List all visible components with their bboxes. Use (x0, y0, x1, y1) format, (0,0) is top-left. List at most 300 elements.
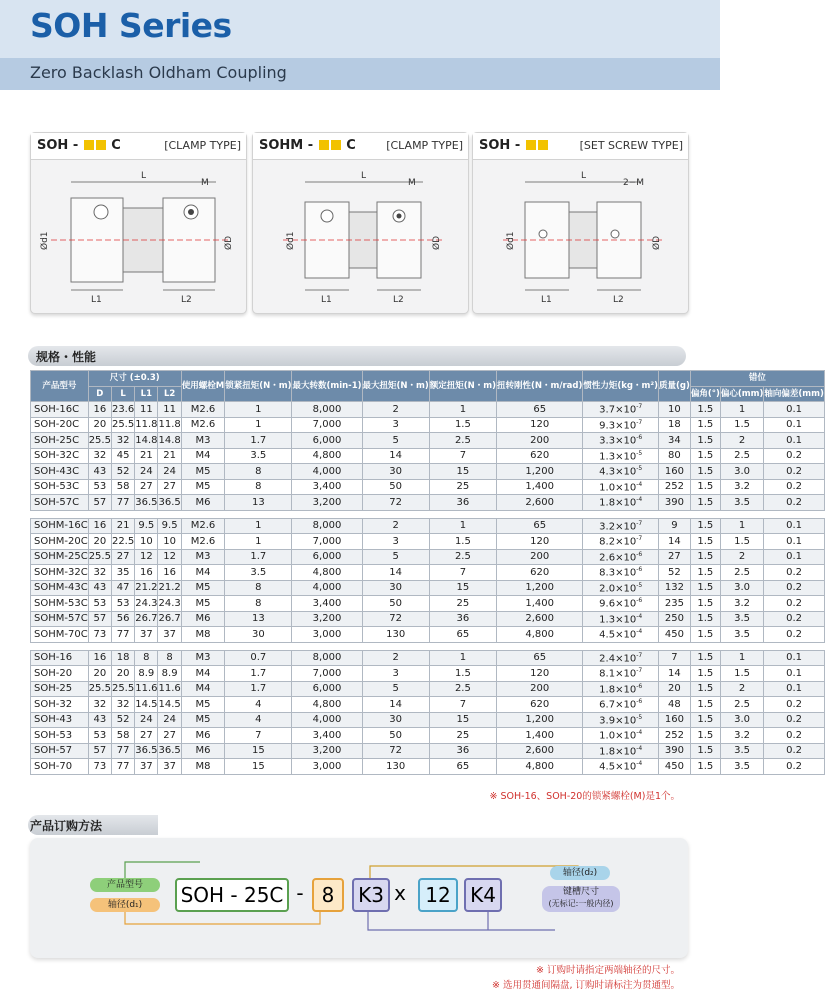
table-cell: 0.2 (764, 743, 824, 759)
table-cell: 1.5 (720, 417, 763, 433)
col-D: D (88, 386, 111, 402)
table-cell: M5 (181, 596, 224, 612)
table-cell: 130 (362, 759, 429, 775)
table-cell: 1.5 (690, 464, 720, 480)
col-model: 产品型号 (31, 371, 89, 402)
table-cell: 0.1 (764, 402, 824, 418)
table-cell: M4 (181, 681, 224, 697)
table-cell: 1.5 (690, 743, 720, 759)
table-cell: 14 (658, 666, 690, 682)
table-cell: 13 (225, 611, 292, 627)
col-size: 尺寸 (±0.3) (88, 371, 181, 387)
table-cell: $1.0\times 10^{-4}$ (583, 728, 659, 744)
table-cell: 1 (429, 650, 496, 666)
tag-key-note: (无标记:一般内径) (548, 899, 614, 908)
table-cell: 1.5 (690, 681, 720, 697)
table-cell: 1.5 (690, 611, 720, 627)
table-cell: 2 (720, 681, 763, 697)
table-cell: 57 (88, 495, 111, 511)
cell-model: SOHM-20C (31, 534, 89, 550)
order-note-2: ※ 选用贯通间隔盘, 订购时请标注为贯通型。 (491, 980, 680, 991)
table-cell: 10 (135, 534, 158, 550)
table-cell: 6,000 (292, 549, 362, 565)
type-card-soh-clamp (30, 132, 247, 314)
dim-d1: Ød1 (286, 231, 296, 250)
table-cell: 56 (111, 611, 134, 627)
table-cell: 7 (225, 728, 292, 744)
table-cell: 2.5 (720, 565, 763, 581)
table-cell: 2,600 (497, 743, 583, 759)
table-row (31, 650, 825, 666)
col-L1: L1 (135, 386, 158, 402)
table-cell: M2.6 (181, 518, 224, 534)
table-cell: 24.3 (158, 596, 181, 612)
table-cell: 6,000 (292, 681, 362, 697)
table-cell: 73 (88, 627, 111, 643)
table-cell: 2,600 (497, 495, 583, 511)
table-row (31, 433, 825, 449)
table-cell: 53 (88, 728, 111, 744)
table-cell: 30 (362, 712, 429, 728)
table-cell: 0.7 (225, 650, 292, 666)
table-cell: 37 (158, 627, 181, 643)
table-cell: 0.1 (764, 650, 824, 666)
table-cell: 77 (111, 759, 134, 775)
table-cell: 3.2 (720, 728, 763, 744)
cell-model: SOH-53 (31, 728, 89, 744)
col-L: L (111, 386, 134, 402)
table-cell: 27 (658, 549, 690, 565)
cell-model: SOH-32 (31, 697, 89, 713)
table-cell: 0.1 (764, 666, 824, 682)
times-sign: x (394, 881, 406, 905)
table-cell: 250 (658, 611, 690, 627)
dim-L2: L2 (393, 295, 404, 305)
model-prefix: SOHM - (259, 138, 314, 153)
col-axial: 轴向偏差(mm) (764, 386, 824, 402)
cell-model: SOH-25C (31, 433, 89, 449)
table-row (31, 627, 825, 643)
cell-model: SOHM-43C (31, 580, 89, 596)
table-cell: 25 (429, 728, 496, 744)
table-cell: 1.5 (690, 580, 720, 596)
table-cell: 15 (225, 759, 292, 775)
table-cell: 21.2 (158, 580, 181, 596)
table-cell: 1.5 (690, 518, 720, 534)
table-cell: 8 (158, 650, 181, 666)
cell-model: SOHM-16C (31, 518, 89, 534)
col-max-torque: 最大扭矩(N・m) (362, 371, 429, 402)
table-cell: M8 (181, 627, 224, 643)
table-cell: 11.8 (158, 417, 181, 433)
table-cell: $3.7\times 10^{-7}$ (583, 402, 659, 418)
cell-model: SOH-43 (31, 712, 89, 728)
table-cell: 0.2 (764, 464, 824, 480)
table-cell: $3.9\times 10^{-5}$ (583, 712, 659, 728)
table-cell: 3.5 (720, 759, 763, 775)
model-code-box: SOH - 25C (175, 878, 289, 912)
cell-model: SOH-32C (31, 448, 89, 464)
table-cell: 43 (88, 464, 111, 480)
table-cell: 4,800 (292, 565, 362, 581)
col-misalign: 错位 (690, 371, 824, 387)
table-cell: $2.4\times 10^{-7}$ (583, 650, 659, 666)
table-cell: 77 (111, 495, 134, 511)
table-cell: 3,400 (292, 596, 362, 612)
table-cell: 16 (88, 402, 111, 418)
table-cell: 2.5 (720, 697, 763, 713)
table-cell: 8 (225, 464, 292, 480)
table-cell: 1 (225, 417, 292, 433)
table-cell: $1.3\times 10^{-5}$ (583, 448, 659, 464)
table-cell: $1.8\times 10^{-4}$ (583, 743, 659, 759)
card-header (253, 133, 468, 160)
table-cell: 20 (88, 534, 111, 550)
table-row (31, 697, 825, 713)
model-prefix: SOH - (37, 138, 79, 153)
table-cell: 14 (362, 448, 429, 464)
table-cell: 1 (720, 402, 763, 418)
table-cell: 80 (658, 448, 690, 464)
table-cell: 15 (429, 580, 496, 596)
table-cell: 3.5 (225, 448, 292, 464)
table-cell: 3 (362, 417, 429, 433)
table-cell: 120 (497, 666, 583, 682)
dim-M: M (408, 178, 416, 188)
table-cell: 3.5 (720, 627, 763, 643)
table-cell: 252 (658, 728, 690, 744)
table-cell: 77 (111, 627, 134, 643)
table-cell: 5 (362, 549, 429, 565)
table-cell: 4,800 (292, 697, 362, 713)
spec-table (30, 370, 825, 775)
table-cell: 0.1 (764, 417, 824, 433)
table-cell: M2.6 (181, 402, 224, 418)
table-cell: M2.6 (181, 417, 224, 433)
table-cell: 1,400 (497, 479, 583, 495)
table-cell: 58 (111, 479, 134, 495)
table-cell: 0.2 (764, 759, 824, 775)
table-cell: 1 (429, 518, 496, 534)
table-cell: M5 (181, 479, 224, 495)
table-cell: 3.5 (720, 743, 763, 759)
table-cell: 200 (497, 549, 583, 565)
table-cell: 36 (429, 611, 496, 627)
table-cell: 36.5 (158, 495, 181, 511)
model-suffix: C (111, 138, 121, 153)
dim-L: L (361, 171, 367, 181)
dim-D: ØD (652, 235, 662, 250)
table-cell: 65 (429, 759, 496, 775)
table-cell: 8 (225, 479, 292, 495)
type-card-soh-setscrew (472, 132, 689, 314)
table-cell: M3 (181, 650, 224, 666)
table-cell: 14 (658, 534, 690, 550)
table-cell: 24 (158, 712, 181, 728)
table-cell: 24 (135, 712, 158, 728)
table-cell: 16 (135, 565, 158, 581)
table-cell: 2.5 (429, 681, 496, 697)
cell-model: SOH-43C (31, 464, 89, 480)
table-cell: 5 (362, 681, 429, 697)
table-cell: 1,400 (497, 596, 583, 612)
table-row (31, 417, 825, 433)
table-cell: 8 (135, 650, 158, 666)
table-cell: $2.6\times 10^{-6}$ (583, 549, 659, 565)
table-cell: $1.0\times 10^{-4}$ (583, 479, 659, 495)
table-cell: 48 (658, 697, 690, 713)
table-cell: 53 (111, 596, 134, 612)
table-cell: 11.8 (135, 417, 158, 433)
table-cell: $6.7\times 10^{-6}$ (583, 697, 659, 713)
table-cell: 1.5 (690, 417, 720, 433)
table-row (31, 759, 825, 775)
table-cell: 252 (658, 479, 690, 495)
table-cell: 7 (429, 448, 496, 464)
cell-model: SOH-16C (31, 402, 89, 418)
table-cell: 1,400 (497, 728, 583, 744)
table-cell: 6,000 (292, 433, 362, 449)
table-cell: 72 (362, 611, 429, 627)
table-cell: 3,400 (292, 479, 362, 495)
table-cell: 1.5 (720, 534, 763, 550)
table-cell: 25 (429, 596, 496, 612)
setscrew-type-drawing (473, 160, 688, 310)
table-cell: 2,600 (497, 611, 583, 627)
table-cell: 120 (497, 417, 583, 433)
table-cell: 10 (158, 534, 181, 550)
table-cell: 1.5 (690, 650, 720, 666)
table-cell: 20 (111, 666, 134, 682)
col-L2: L2 (158, 386, 181, 402)
order-section-title: 产品订购方法 (30, 819, 103, 833)
table-cell: 20 (88, 666, 111, 682)
table-cell: 8.9 (135, 666, 158, 682)
table-cell: 47 (111, 580, 134, 596)
table-cell: 72 (362, 495, 429, 511)
cell-model: SOH-20 (31, 666, 89, 682)
table-cell: $4.3\times 10^{-5}$ (583, 464, 659, 480)
table-cell: 1,200 (497, 580, 583, 596)
spec-section-bar (28, 346, 686, 366)
table-cell: 27 (158, 728, 181, 744)
table-cell: 0.1 (764, 681, 824, 697)
table-cell: M5 (181, 580, 224, 596)
placeholder-box (526, 140, 536, 150)
table-cell: 25.5 (111, 417, 134, 433)
table-cell: 2 (362, 402, 429, 418)
table-cell: 10 (658, 402, 690, 418)
order-note-1: ※ 订购时请指定两端轴径的尺寸。 (536, 965, 680, 976)
table-cell: M2.6 (181, 534, 224, 550)
table-cell: 450 (658, 759, 690, 775)
table-cell: 0.2 (764, 565, 824, 581)
table-cell: M3 (181, 433, 224, 449)
table-cell: 1 (720, 650, 763, 666)
table-cell: $3.2\times 10^{-7}$ (583, 518, 659, 534)
table-cell: 0.1 (764, 433, 824, 449)
col-mass: 质量(g) (658, 371, 690, 402)
table-cell: 2 (362, 650, 429, 666)
table-row (31, 596, 825, 612)
table-cell: 1.5 (690, 627, 720, 643)
table-cell: M4 (181, 565, 224, 581)
table-cell: 65 (429, 627, 496, 643)
table-cell: M5 (181, 697, 224, 713)
table-cell: 65 (497, 402, 583, 418)
col-bolt: 使用螺栓M (181, 371, 224, 402)
model-prefix: SOH - (479, 138, 521, 153)
table-cell: 1.5 (690, 402, 720, 418)
table-cell: 7 (429, 697, 496, 713)
col-speed: 最大转数(min-1) (292, 371, 362, 402)
table-cell: 3.0 (720, 464, 763, 480)
table-cell: M5 (181, 712, 224, 728)
table-row (31, 611, 825, 627)
dim-D: ØD (224, 235, 234, 250)
table-row (31, 448, 825, 464)
col-rigidity: 扭转刚性(N・m/rad) (497, 371, 583, 402)
table-cell: 160 (658, 464, 690, 480)
table-cell: 1.7 (225, 433, 292, 449)
table-cell: 27 (111, 549, 134, 565)
clamp-type-drawing (31, 160, 246, 310)
table-cell: 1.7 (225, 666, 292, 682)
table-cell: 26.7 (158, 611, 181, 627)
table-cell: 9.5 (158, 518, 181, 534)
table-cell: 15 (225, 743, 292, 759)
table-cell: 1 (225, 402, 292, 418)
table-cell: 0.2 (764, 611, 824, 627)
table-cell: 11.6 (158, 681, 181, 697)
coupling-type: [CLAMP TYPE] (386, 139, 463, 152)
table-cell: 0.1 (764, 549, 824, 565)
table-cell: 3.5 (225, 565, 292, 581)
table-cell: 1.5 (690, 759, 720, 775)
placeholder-box (538, 140, 548, 150)
col-tighten: 锁紧扭矩(N・m) (225, 371, 292, 402)
table-cell: 15 (429, 712, 496, 728)
table-cell: 620 (497, 565, 583, 581)
table-row (31, 518, 825, 534)
table-cell: 30 (225, 627, 292, 643)
table-cell: 7,000 (292, 666, 362, 682)
dim-L2: L2 (181, 295, 192, 305)
table-cell: 37 (158, 759, 181, 775)
table-cell: 73 (88, 759, 111, 775)
tag-d2: 轴径(d₂) (550, 866, 610, 880)
table-cell: 4,000 (292, 580, 362, 596)
table-cell: 1.5 (690, 697, 720, 713)
table-cell: 21.2 (135, 580, 158, 596)
table-cell: 4,000 (292, 464, 362, 480)
dim-d1: Ød1 (506, 231, 516, 250)
table-cell: 52 (111, 464, 134, 480)
table-cell: 1.5 (720, 666, 763, 682)
table-cell: 32 (88, 448, 111, 464)
spec-table-body (31, 402, 825, 775)
table-cell: M5 (181, 464, 224, 480)
table-cell: 50 (362, 479, 429, 495)
table-cell: 3.0 (720, 580, 763, 596)
table-cell: 21 (111, 518, 134, 534)
table-cell: 3,200 (292, 743, 362, 759)
table-cell: 43 (88, 712, 111, 728)
table-row (31, 534, 825, 550)
table-cell: 11.6 (135, 681, 158, 697)
table-cell: 15 (429, 464, 496, 480)
table-cell: 35 (111, 565, 134, 581)
cell-model: SOH-70 (31, 759, 89, 775)
table-cell: 9.5 (135, 518, 158, 534)
table-cell: 11 (135, 402, 158, 418)
table-cell: 24 (135, 464, 158, 480)
table-cell: $1.8\times 10^{-6}$ (583, 681, 659, 697)
table-row (31, 495, 825, 511)
table-cell: 53 (88, 479, 111, 495)
cell-model: SOHM-53C (31, 596, 89, 612)
table-cell: 0.2 (764, 712, 824, 728)
table-cell: 7 (429, 565, 496, 581)
col-inertia: 惯性力矩(kg・m²) (583, 371, 659, 402)
table-cell: 1,200 (497, 464, 583, 480)
table-cell: 14.8 (135, 433, 158, 449)
table-cell: 450 (658, 627, 690, 643)
table-cell: $4.5\times 10^{-4}$ (583, 627, 659, 643)
table-cell: M6 (181, 743, 224, 759)
table-cell: 20 (658, 681, 690, 697)
table-cell: $4.5\times 10^{-4}$ (583, 759, 659, 775)
table-cell: 620 (497, 448, 583, 464)
table-cell: 24.3 (135, 596, 158, 612)
table-cell: 57 (88, 611, 111, 627)
table-cell: 1.5 (690, 479, 720, 495)
table-cell: 0.2 (764, 627, 824, 643)
table-cell: 3.2 (720, 479, 763, 495)
table-cell: $3.3\times 10^{-6}$ (583, 433, 659, 449)
table-cell: 14 (362, 565, 429, 581)
dim-M: M (201, 178, 209, 188)
table-cell: 32 (88, 697, 111, 713)
table-cell: 200 (497, 433, 583, 449)
table-cell: 7,000 (292, 417, 362, 433)
table-cell: 32 (111, 697, 134, 713)
dim-L1: L1 (91, 295, 102, 305)
table-cell: 4 (225, 712, 292, 728)
cell-model: SOHM-25C (31, 549, 89, 565)
table-cell: 36.5 (158, 743, 181, 759)
table-cell: $2.0\times 10^{-5}$ (583, 580, 659, 596)
table-cell: 16 (88, 518, 111, 534)
table-cell: 2.5 (429, 433, 496, 449)
cell-model: SOH-20C (31, 417, 89, 433)
cell-model: SOH-53C (31, 479, 89, 495)
placeholder-box (84, 140, 94, 150)
table-cell: 7,000 (292, 534, 362, 550)
group-separator (31, 510, 825, 518)
table-cell: 1 (720, 518, 763, 534)
table-cell: 25.5 (111, 681, 134, 697)
table-cell: 0.2 (764, 448, 824, 464)
table-cell: 36 (429, 495, 496, 511)
table-cell: 21 (158, 448, 181, 464)
table-row (31, 666, 825, 682)
table-cell: 2 (720, 549, 763, 565)
card-header (31, 133, 246, 160)
table-cell: 34 (658, 433, 690, 449)
table-cell: 16 (88, 650, 111, 666)
placeholder-box (319, 140, 329, 150)
